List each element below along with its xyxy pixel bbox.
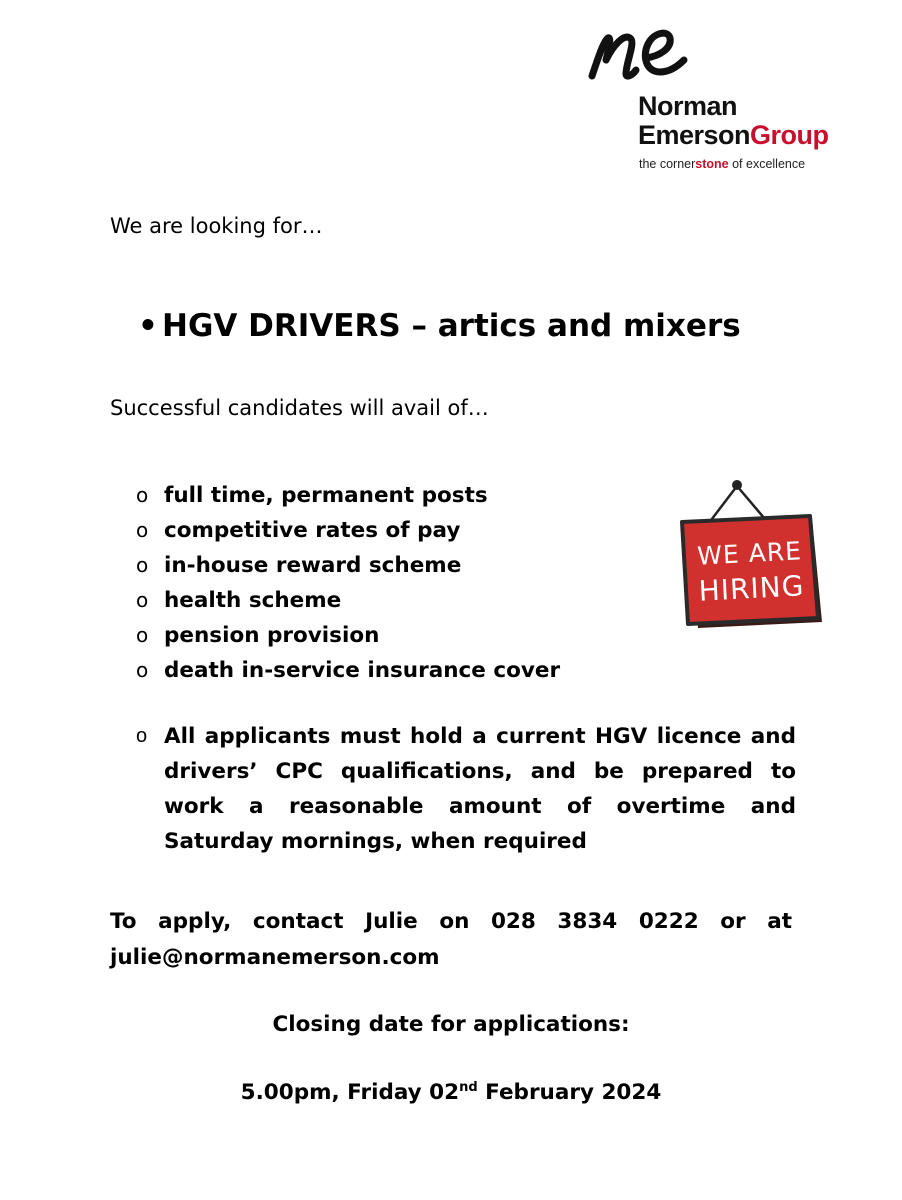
- requirements-item: [136, 719, 796, 859]
- apply-contact-text: To apply, contact Julie on 028 3834 0222 or at julie@normanemerson.com: [110, 909, 792, 970]
- list-marker: o: [136, 658, 149, 682]
- list-marker: o: [136, 553, 149, 577]
- logo-tagline-b: stone: [695, 157, 729, 171]
- headline-text: HGV DRIVERS – artics and mixers: [162, 308, 741, 344]
- benefit-item: [136, 583, 560, 618]
- closing-date: [0, 1080, 902, 1105]
- benefit-text: in-house reward scheme: [164, 553, 462, 578]
- closing-date-suffix: nd: [459, 1080, 478, 1095]
- benefit-text: full time, permanent posts: [164, 483, 488, 508]
- company-logo: [586, 18, 866, 171]
- list-marker: o: [136, 518, 149, 542]
- benefit-item: [136, 548, 560, 583]
- closing-date-prefix: 5.00pm, Friday 02: [240, 1080, 460, 1106]
- benefit-text: death in-service insurance cover: [164, 658, 561, 683]
- benefit-text: competitive rates of pay: [164, 518, 461, 543]
- benefit-item: [136, 478, 560, 513]
- we-are-hiring-sign-icon: [660, 474, 830, 634]
- job-headline: [138, 308, 741, 344]
- logo-name-group: Group: [750, 120, 829, 150]
- logo-tagline: [639, 157, 805, 171]
- benefit-item: [136, 653, 560, 688]
- benefits-list: [136, 478, 560, 688]
- logo-name-emerson: Emerson: [638, 120, 751, 150]
- list-marker: o: [136, 588, 149, 612]
- list-marker: o: [136, 483, 149, 507]
- benefit-text: pension provision: [164, 623, 380, 648]
- logo-name-line2: [638, 121, 829, 150]
- benefit-item: [136, 513, 560, 548]
- requirements-text: All applicants must hold a current HGV licence and drivers’ CPC qualifications, and be prepared to work a reasonable amount of overtime and Saturday mornings, when required: [164, 724, 796, 854]
- benefit-item: [136, 618, 560, 653]
- benefit-text: health scheme: [164, 588, 342, 613]
- headline-bullet: •: [138, 308, 158, 344]
- intro-text: We are looking for…: [110, 214, 323, 238]
- closing-date-rest: February 2024: [477, 1080, 662, 1106]
- ne-logo-mark-icon: [586, 18, 706, 88]
- logo-name-line1: Norman: [638, 91, 738, 121]
- sign-line2: HIRING: [697, 569, 806, 608]
- logo-tagline-a: the corner: [639, 157, 696, 171]
- sign-line1: WE ARE: [696, 536, 803, 571]
- list-marker: o: [136, 725, 148, 747]
- logo-tagline-c: of excellence: [728, 157, 806, 171]
- logo-wordmark: [638, 92, 829, 150]
- benefits-intro: Successful candidates will avail of…: [110, 396, 489, 420]
- list-marker: o: [136, 623, 149, 647]
- closing-date-label: Closing date for applications:: [272, 1012, 630, 1037]
